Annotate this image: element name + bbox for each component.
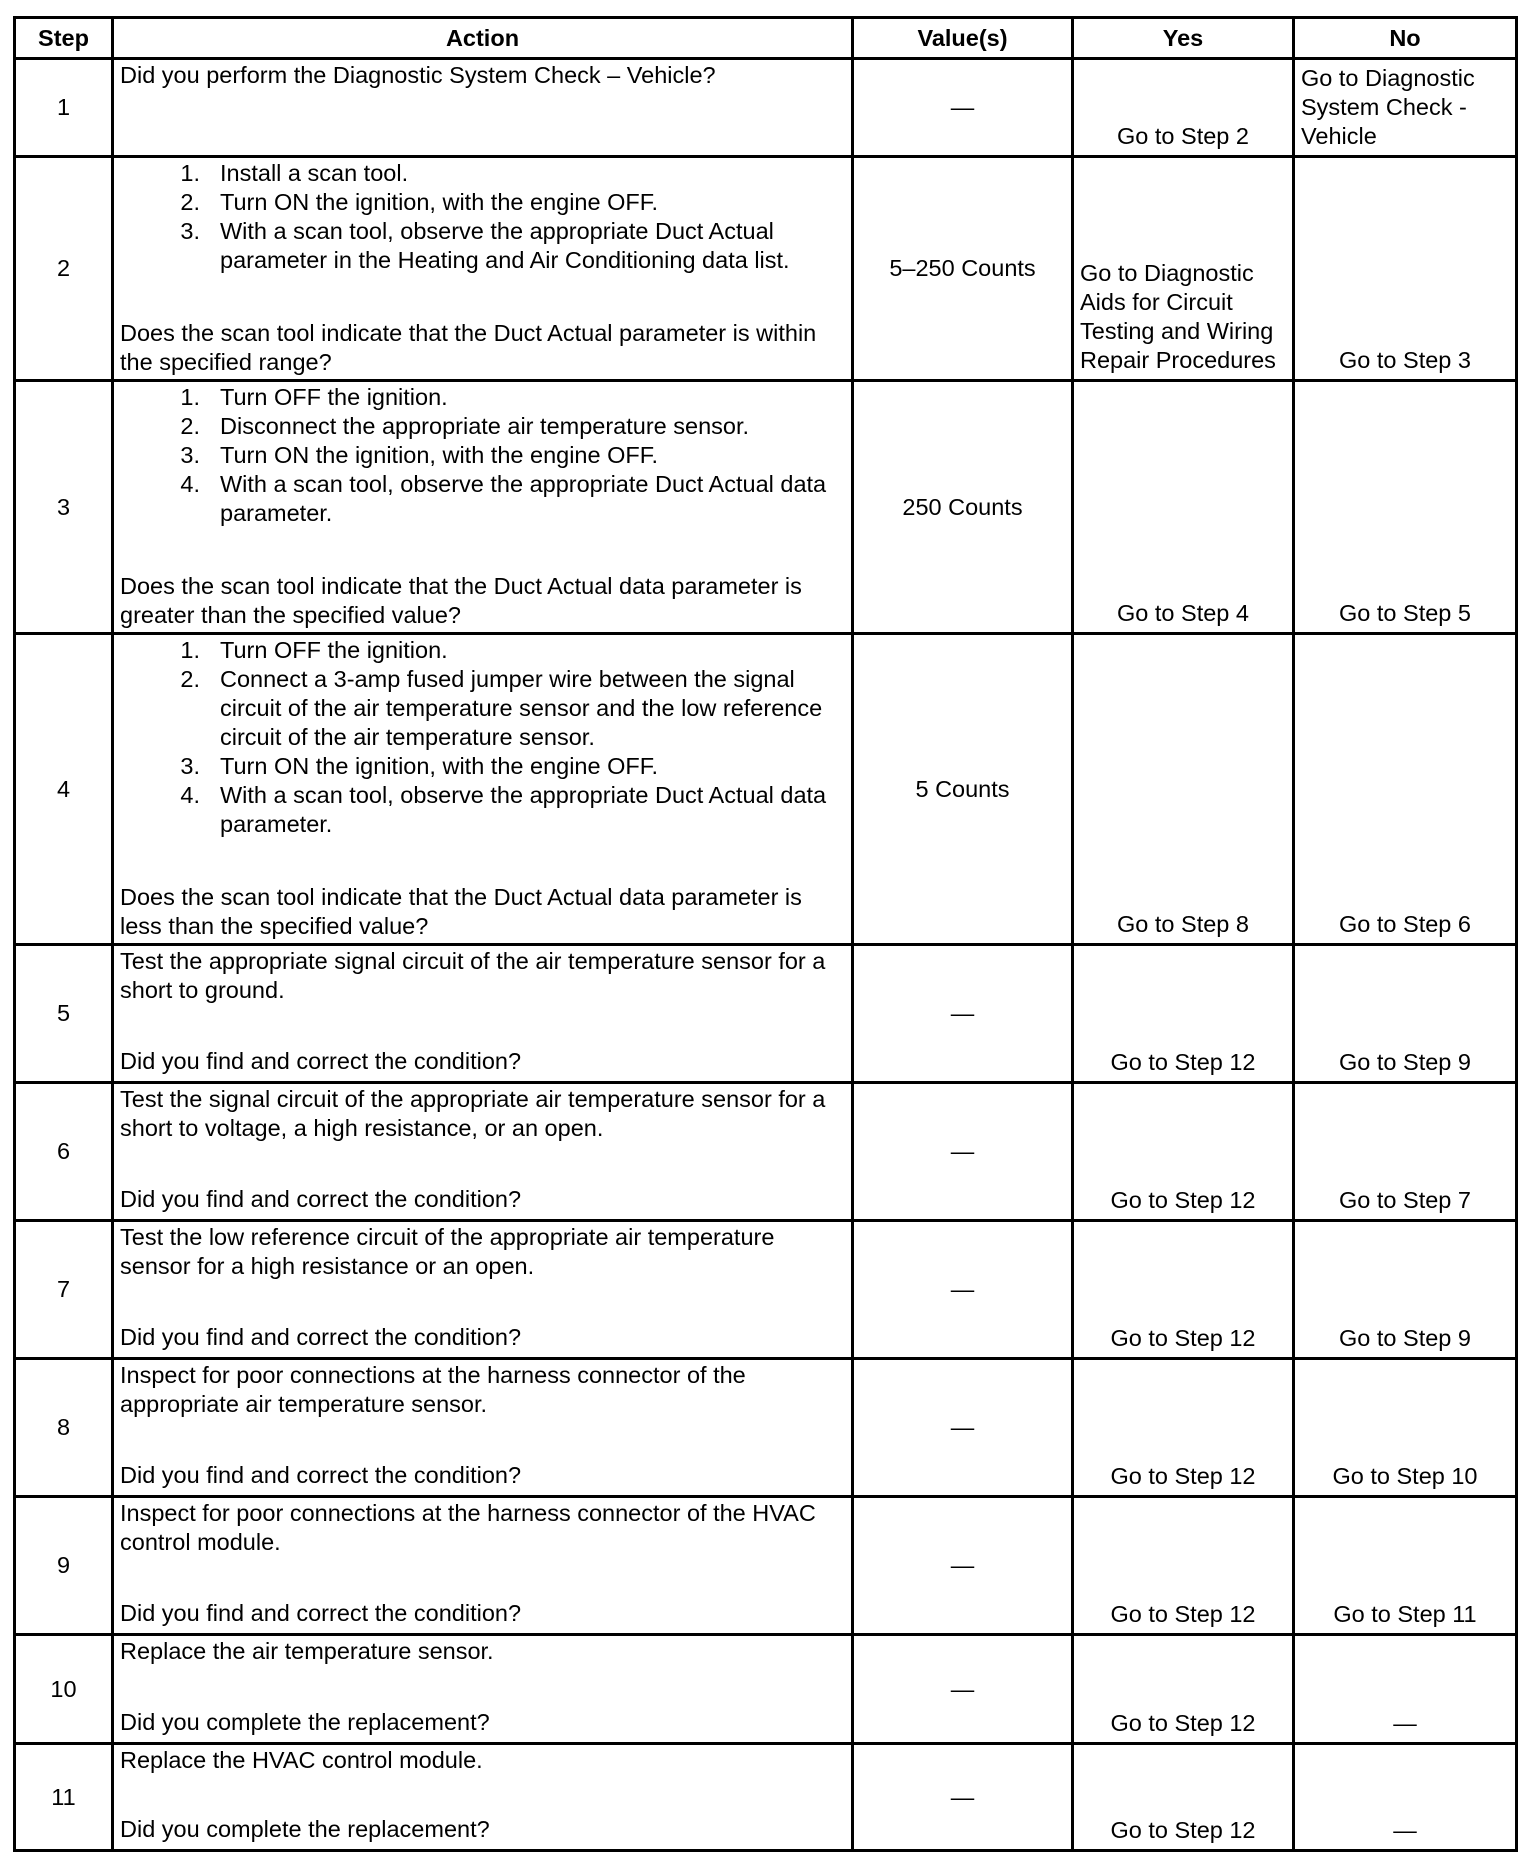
action-cell — [113, 1744, 853, 1851]
step-number: 11 — [15, 1744, 113, 1851]
question-text: Does the scan tool indicate that the Duct Actual parameter is within the specified range? — [120, 320, 817, 375]
value-cell: — — [853, 1083, 1073, 1221]
step-number: 3 — [15, 381, 113, 634]
action-cell — [113, 634, 853, 945]
action-cell — [113, 1083, 853, 1221]
table-row — [15, 634, 1517, 945]
action-text: Test the low reference circuit of the appropriate air temperature sensor for a high resistance or an open. — [120, 1224, 775, 1279]
table-row — [15, 1359, 1517, 1497]
question-text: Did you complete the replacement? — [120, 1816, 490, 1842]
header-values: Value(s) — [853, 18, 1073, 59]
step-number: 7 — [15, 1221, 113, 1359]
substep: 1. Turn OFF the ignition. — [180, 384, 448, 410]
action-text: Test the appropriate signal circuit of the air temperature sensor for a short to ground. — [120, 948, 826, 1003]
value-cell: 250 Counts — [853, 381, 1073, 634]
substep-list — [120, 636, 845, 839]
step-number: 10 — [15, 1635, 113, 1744]
header-yes: Yes — [1073, 18, 1294, 59]
header-no: No — [1294, 18, 1517, 59]
yes-cell: Go to Step 12 — [1073, 1497, 1294, 1635]
question-text: Did you find and correct the condition? — [120, 1600, 522, 1626]
question-text: Did you find and correct the condition? — [120, 1048, 522, 1074]
action-cell — [113, 1221, 853, 1359]
no-cell: Go to Step 5 — [1294, 381, 1517, 634]
yes-cell: Go to Step 12 — [1073, 945, 1294, 1083]
question-text: Does the scan tool indicate that the Duct Actual data parameter is less than the specified value? — [120, 884, 802, 939]
step-number: 9 — [15, 1497, 113, 1635]
question-text: Did you find and correct the condition? — [120, 1186, 522, 1212]
no-cell: — — [1294, 1635, 1517, 1744]
yes-cell: Go to Step 12 — [1073, 1359, 1294, 1497]
table-row — [15, 1635, 1517, 1744]
substep: 3. Turn ON the ignition, with the engine OFF. — [180, 442, 659, 468]
substep: 3. Turn ON the ignition, with the engine OFF. — [180, 753, 659, 779]
no-cell: Go to Step 3 — [1294, 157, 1517, 381]
yes-cell: Go to Step 4 — [1073, 381, 1294, 634]
no-cell: — — [1294, 1744, 1517, 1851]
action-text: Did you perform the Diagnostic System Check – Vehicle? — [120, 62, 716, 88]
no-cell: Go to Step 9 — [1294, 945, 1517, 1083]
no-cell: Go to Step 11 — [1294, 1497, 1517, 1635]
action-text: Replace the HVAC control module. — [120, 1747, 483, 1773]
action-text: Replace the air temperature sensor. — [120, 1638, 494, 1664]
substep: 1. Turn OFF the ignition. — [180, 637, 448, 663]
question-text: Did you find and correct the condition? — [120, 1324, 522, 1350]
no-cell: Go to Step 7 — [1294, 1083, 1517, 1221]
header-step: Step — [15, 18, 113, 59]
value-cell: 5–250 Counts — [853, 157, 1073, 381]
yes-cell: Go to Step 12 — [1073, 1635, 1294, 1744]
yes-cell: Go to Step 8 — [1073, 634, 1294, 945]
action-text: Inspect for poor connections at the harness connector of the HVAC control module. — [120, 1500, 816, 1555]
value-cell: — — [853, 1359, 1073, 1497]
action-cell — [113, 1359, 853, 1497]
value-cell: 5 Counts — [853, 634, 1073, 945]
step-number: 2 — [15, 157, 113, 381]
yes-cell: Go to Step 12 — [1073, 1083, 1294, 1221]
substep: 2. Disconnect the appropriate air temperature sensor. — [180, 413, 750, 439]
no-cell: Go to Step 6 — [1294, 634, 1517, 945]
step-number: 6 — [15, 1083, 113, 1221]
table-row — [15, 1083, 1517, 1221]
table-row — [15, 1497, 1517, 1635]
header-action: Action — [113, 18, 853, 59]
table-row — [15, 59, 1517, 157]
step-number: 1 — [15, 59, 113, 157]
header-row — [15, 18, 1517, 59]
no-cell: Go to Step 10 — [1294, 1359, 1517, 1497]
substep: 3. With a scan tool, observe the appropriate Duct Actual parameter in the Heating and Air Conditioning data list. — [180, 218, 790, 273]
substep: 4. With a scan tool, observe the appropriate Duct Actual data parameter. — [180, 471, 827, 526]
question-text: Did you find and correct the condition? — [120, 1462, 522, 1488]
action-text: Test the signal circuit of the appropriate air temperature sensor for a short to voltage, a high resistance, or an open. — [120, 1086, 826, 1141]
action-cell — [113, 381, 853, 634]
no-cell: Go to Diagnostic System Check - Vehicle — [1294, 59, 1517, 157]
action-cell — [113, 945, 853, 1083]
table-row — [15, 945, 1517, 1083]
value-cell: — — [853, 1221, 1073, 1359]
yes-cell: Go to Step 2 — [1073, 59, 1294, 157]
step-number: 5 — [15, 945, 113, 1083]
substep: 2. Turn ON the ignition, with the engine OFF. — [180, 189, 659, 215]
step-number: 4 — [15, 634, 113, 945]
action-cell — [113, 157, 853, 381]
action-cell — [113, 1635, 853, 1744]
action-cell — [113, 59, 853, 157]
action-cell — [113, 1497, 853, 1635]
value-cell: — — [853, 1497, 1073, 1635]
table-row — [15, 1221, 1517, 1359]
yes-cell: Go to Step 12 — [1073, 1221, 1294, 1359]
substep: 4. With a scan tool, observe the appropriate Duct Actual data parameter. — [180, 782, 827, 837]
diagnostic-table — [13, 16, 1518, 1852]
action-text: Inspect for poor connections at the harness connector of the appropriate air temperature sensor. — [120, 1362, 746, 1417]
substep: 2. Connect a 3-amp fused jumper wire between the signal circuit of the air temperature sensor and the low reference circuit of the air temperature sensor. — [180, 666, 823, 750]
value-cell: — — [853, 1744, 1073, 1851]
no-cell: Go to Step 9 — [1294, 1221, 1517, 1359]
table-row — [15, 381, 1517, 634]
question-text: Did you complete the replacement? — [120, 1709, 490, 1735]
value-cell: — — [853, 945, 1073, 1083]
question-text: Does the scan tool indicate that the Duct Actual data parameter is greater than the specified value? — [120, 573, 802, 628]
step-number: 8 — [15, 1359, 113, 1497]
value-cell: — — [853, 59, 1073, 157]
value-cell: — — [853, 1635, 1073, 1744]
yes-cell: Go to Step 12 — [1073, 1744, 1294, 1851]
table-row — [15, 1744, 1517, 1851]
table-row — [15, 157, 1517, 381]
substep-list — [120, 159, 845, 275]
substep-list — [120, 383, 845, 528]
yes-cell: Go to Diagnostic Aids for Circuit Testing and Wiring Repair Procedures — [1073, 157, 1294, 381]
substep: 1. Install a scan tool. — [180, 160, 409, 186]
